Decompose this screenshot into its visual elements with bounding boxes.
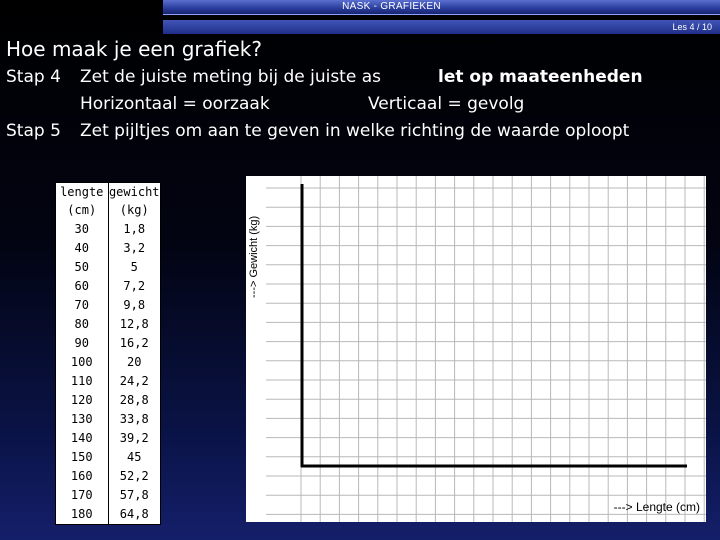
graph-paper	[246, 176, 706, 522]
cell-gewicht: 64,8	[119, 507, 149, 522]
y-axis-label: ---> Gewicht (kg)	[248, 215, 260, 298]
cell-lengte: 130	[56, 410, 108, 429]
cell-gewicht: 1,8	[123, 221, 146, 236]
cell-gewicht: 24,2	[119, 374, 149, 389]
table-row	[56, 429, 160, 448]
cell-gewicht: 39,2	[119, 431, 149, 446]
lesson-bar	[163, 20, 720, 34]
table-row	[56, 238, 160, 257]
table-body	[56, 219, 160, 524]
cell-lengte: 90	[56, 333, 108, 352]
cell-gewicht: 57,8	[119, 488, 149, 503]
title-bar	[163, 0, 720, 15]
table-row	[56, 276, 160, 295]
table-row	[56, 333, 160, 352]
step-5-text: Zet pijltjes om aan te geven in welke richting de waarde oploopt	[80, 121, 630, 141]
vertical-rule: Verticaal = gevolg	[368, 94, 525, 114]
table-row	[56, 391, 160, 410]
column-header-lengte: lengte (cm)	[56, 183, 108, 219]
cell-lengte: 40	[56, 238, 108, 257]
measurement-table	[55, 182, 161, 525]
table-row	[56, 257, 160, 276]
lesson-counter: Les 4 / 10	[672, 22, 712, 32]
table-row	[56, 467, 160, 486]
grid	[246, 176, 706, 522]
cell-gewicht: 12,8	[119, 316, 149, 331]
table-row	[56, 448, 160, 467]
cell-gewicht: 52,2	[119, 469, 149, 484]
cell-lengte: 180	[56, 505, 108, 524]
table-row	[56, 352, 160, 371]
presentation-title: NASK - GRAFIEKEN	[342, 1, 441, 12]
cell-lengte: 110	[56, 372, 108, 391]
cell-lengte: 50	[56, 257, 108, 276]
horizontal-rule: Horizontaal = oorzaak	[80, 94, 270, 114]
cell-gewicht: 28,8	[119, 393, 149, 408]
x-axis-label: ---> Lengte (cm)	[613, 500, 700, 514]
cell-lengte: 140	[56, 429, 108, 448]
cell-gewicht: 9,8	[123, 297, 146, 312]
cell-gewicht: 16,2	[119, 335, 149, 350]
step-4-label: Stap 4	[6, 67, 61, 87]
cell-lengte: 120	[56, 391, 108, 410]
table-row	[56, 505, 160, 524]
cell-lengte: 100	[56, 352, 108, 371]
cell-gewicht: 5	[130, 259, 138, 274]
cell-gewicht: 7,2	[123, 278, 146, 293]
table-row	[56, 219, 160, 238]
cell-lengte: 30	[56, 219, 108, 238]
cell-gewicht: 33,8	[119, 412, 149, 427]
table-row	[56, 486, 160, 505]
cell-lengte: 60	[56, 276, 108, 295]
cell-lengte: 150	[56, 448, 108, 467]
cell-gewicht: 20	[127, 354, 142, 369]
table-row	[56, 295, 160, 314]
step-4-note: let op maateenheden	[438, 67, 643, 87]
cell-lengte: 70	[56, 295, 108, 314]
step-4-text: Zet de juiste meting bij de juiste as	[80, 67, 381, 87]
step-5-label: Stap 5	[6, 121, 61, 141]
slide-heading: Hoe maak je een grafiek?	[6, 37, 263, 61]
column-header-gewicht: gewicht (kg)	[108, 185, 160, 217]
cell-gewicht: 3,2	[123, 240, 146, 255]
cell-gewicht: 45	[127, 450, 142, 465]
table-row	[56, 410, 160, 429]
cell-lengte: 160	[56, 467, 108, 486]
table-row	[56, 372, 160, 391]
table-row	[56, 314, 160, 333]
cell-lengte: 170	[56, 486, 108, 505]
cell-lengte: 80	[56, 314, 108, 333]
